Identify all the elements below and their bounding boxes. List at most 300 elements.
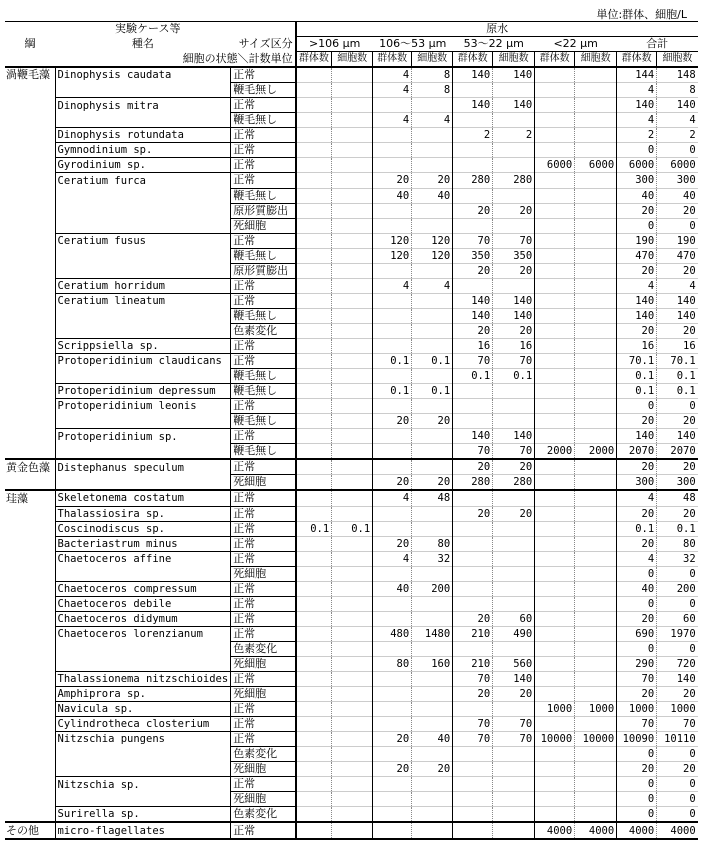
- colony-count-cell: [535, 717, 575, 732]
- class-cell: [5, 521, 55, 536]
- cell-count-cell: [575, 551, 617, 566]
- cell-count-cell: [412, 747, 453, 762]
- colony-count-cell: 70: [453, 717, 493, 732]
- cell-count-cell: 0: [657, 596, 698, 611]
- colony-count-cell: 0: [617, 399, 657, 414]
- cell-count-cell: [575, 687, 617, 702]
- colony-count-cell: [296, 444, 332, 460]
- species-cell: Scrippsiella sp.: [55, 338, 231, 353]
- class-cell: [5, 158, 55, 173]
- colony-count-cell: [373, 747, 412, 762]
- class-cell: 珪藻: [5, 490, 55, 506]
- species-cell: [55, 218, 231, 233]
- table-row: [5, 369, 698, 384]
- condition-cell: 鞭毛無し: [231, 308, 296, 323]
- colony-count-cell: [296, 747, 332, 762]
- condition-cell: 正常: [231, 158, 296, 173]
- cell-count-cell: [332, 308, 373, 323]
- colony-count-cell: [296, 113, 332, 128]
- colony-count-cell: [535, 293, 575, 308]
- condition-cell: 死細胞: [231, 762, 296, 777]
- cell-count-cell: [332, 263, 373, 278]
- table-row: [5, 399, 698, 414]
- colony-count-cell: [296, 626, 332, 641]
- species-cell: Chaetoceros didymum: [55, 611, 231, 626]
- colony-count-cell: [296, 762, 332, 777]
- cell-count-cell: 140: [493, 672, 535, 687]
- cell-count-cell: [332, 369, 373, 384]
- cell-count-cell: 2: [493, 128, 535, 143]
- class-cell: [5, 641, 55, 656]
- colony-count-cell: 290: [617, 656, 657, 671]
- cell-count-cell: [575, 278, 617, 293]
- colony-count-cell: [535, 459, 575, 475]
- condition-cell: 死細胞: [231, 656, 296, 671]
- cell-count-cell: 20: [412, 475, 453, 491]
- table-row: [5, 762, 698, 777]
- cell-count-cell: 20: [493, 506, 535, 521]
- cell-count-cell: [575, 263, 617, 278]
- colony-count-cell: 0: [617, 566, 657, 581]
- cell-count-cell: 0.1: [657, 521, 698, 536]
- colony-count-cell: [535, 414, 575, 429]
- cell-count-cell: [575, 566, 617, 581]
- colony-count-cell: [453, 414, 493, 429]
- colony-count-cell: [373, 459, 412, 475]
- colony-count-cell: [535, 399, 575, 414]
- cell-count-cell: [412, 672, 453, 687]
- condition-cell: 正常: [231, 596, 296, 611]
- colony-count-cell: 1000: [617, 702, 657, 717]
- condition-cell: 色素変化: [231, 641, 296, 656]
- class-cell: [5, 717, 55, 732]
- cell-count-cell: [493, 641, 535, 656]
- cell-count-cell: [332, 596, 373, 611]
- colony-count-cell: 20: [373, 475, 412, 491]
- cell-count-cell: 470: [657, 248, 698, 263]
- colony-count-cell: [373, 338, 412, 353]
- cell-count-cell: 140: [493, 293, 535, 308]
- table-row: [5, 551, 698, 566]
- class-cell: [5, 384, 55, 399]
- colony-count-cell: 4: [617, 278, 657, 293]
- table-row: [5, 717, 698, 732]
- size-total: 合計: [646, 37, 669, 51]
- cell-count-cell: [332, 459, 373, 475]
- table-row: [5, 293, 698, 308]
- colony-count-cell: [373, 717, 412, 732]
- colony-count-cell: [453, 188, 493, 203]
- cell-count-cell: [332, 203, 373, 218]
- class-cell: [5, 98, 55, 113]
- cell-count-cell: [575, 596, 617, 611]
- colony-count-cell: [296, 459, 332, 475]
- cell-count-cell: 140: [657, 293, 698, 308]
- table-row: [5, 429, 698, 444]
- colony-count-cell: [453, 777, 493, 792]
- condition-cell: 正常: [231, 278, 296, 293]
- cell-count-cell: 48: [412, 490, 453, 506]
- colony-count-cell: 0: [617, 777, 657, 792]
- class-cell: 黄金色藻: [5, 459, 55, 475]
- col-colonies-header: 群体数: [373, 52, 412, 68]
- cell-count-cell: 0: [657, 566, 698, 581]
- table-row: [5, 672, 698, 687]
- colony-count-cell: 20: [617, 611, 657, 626]
- colony-count-cell: 20: [617, 506, 657, 521]
- colony-count-cell: 70: [453, 444, 493, 460]
- cell-count-cell: 350: [493, 248, 535, 263]
- colony-count-cell: 40: [373, 581, 412, 596]
- colony-count-cell: 70: [453, 354, 493, 369]
- class-cell: 渦鞭毛藻: [5, 67, 55, 83]
- colony-count-cell: 6000: [617, 158, 657, 173]
- colony-count-cell: [296, 248, 332, 263]
- colony-count-cell: [535, 83, 575, 98]
- cell-count-cell: 120: [412, 248, 453, 263]
- colony-count-cell: 1000: [535, 702, 575, 717]
- cell-count-cell: [332, 429, 373, 444]
- colony-count-cell: [453, 807, 493, 823]
- class-cell: [5, 203, 55, 218]
- colony-count-cell: [296, 506, 332, 521]
- cell-count-cell: 20: [493, 323, 535, 338]
- cell-count-cell: 10110: [657, 732, 698, 747]
- col-colonies-header: 群体数: [296, 52, 332, 68]
- species-cell: Chaetoceros compressum: [55, 581, 231, 596]
- cell-count-cell: 300: [657, 173, 698, 188]
- species-cell: micro-flagellates: [55, 822, 231, 838]
- cell-count-cell: [412, 218, 453, 233]
- condition-cell: 正常: [231, 399, 296, 414]
- colony-count-cell: 20: [617, 459, 657, 475]
- cell-count-cell: [412, 792, 453, 807]
- cell-count-cell: [332, 581, 373, 596]
- species-cell: [55, 792, 231, 807]
- cell-count-cell: [575, 338, 617, 353]
- species-cell: Protoperidinium leonis: [55, 399, 231, 414]
- condition-cell: 鞭毛無し: [231, 248, 296, 263]
- colony-count-cell: [373, 702, 412, 717]
- cell-count-cell: 140: [657, 429, 698, 444]
- condition-cell: 正常: [231, 490, 296, 506]
- class-cell: [5, 83, 55, 98]
- colony-count-cell: 140: [617, 308, 657, 323]
- cell-count-cell: 300: [657, 475, 698, 491]
- cell-count-cell: [412, 98, 453, 113]
- cell-count-cell: 0.1: [412, 384, 453, 399]
- table-row: [5, 490, 698, 506]
- cell-count-cell: [332, 83, 373, 98]
- cell-count-cell: [332, 278, 373, 293]
- cell-count-cell: [332, 717, 373, 732]
- size-106-over: >106 μm: [296, 37, 373, 52]
- cell-count-cell: [575, 293, 617, 308]
- cell-count-cell: [412, 717, 453, 732]
- cell-count-cell: [412, 596, 453, 611]
- colony-count-cell: 0.1: [373, 354, 412, 369]
- colony-count-cell: [296, 641, 332, 656]
- class-cell: [5, 308, 55, 323]
- colony-count-cell: 190: [617, 233, 657, 248]
- condition-cell: 正常: [231, 611, 296, 626]
- class-cell: [5, 777, 55, 792]
- cell-count-cell: [332, 792, 373, 807]
- colony-count-cell: 4: [617, 490, 657, 506]
- cell-count-cell: 16: [493, 338, 535, 353]
- cell-count-cell: [575, 641, 617, 656]
- cell-count-cell: 20: [493, 263, 535, 278]
- condition-cell: 色素変化: [231, 807, 296, 823]
- class-cell: [5, 506, 55, 521]
- cell-count-cell: 20: [493, 687, 535, 702]
- class-cell: [5, 113, 55, 128]
- colony-count-cell: 0: [617, 792, 657, 807]
- cell-count-cell: [493, 762, 535, 777]
- cell-count-cell: 70: [493, 444, 535, 460]
- cell-count-cell: 60: [657, 611, 698, 626]
- colony-count-cell: 70: [453, 672, 493, 687]
- table-row: [5, 506, 698, 521]
- colony-count-cell: [453, 641, 493, 656]
- colony-count-cell: 20: [453, 459, 493, 475]
- table-row: [5, 384, 698, 399]
- colony-count-cell: [535, 536, 575, 551]
- cell-count-cell: [332, 444, 373, 460]
- colony-count-cell: [535, 248, 575, 263]
- cell-count-cell: [575, 506, 617, 521]
- colony-count-cell: 120: [373, 248, 412, 263]
- colony-count-cell: 4000: [535, 822, 575, 838]
- colony-count-cell: 140: [617, 429, 657, 444]
- colony-count-cell: 4: [373, 67, 412, 83]
- colony-count-cell: [373, 429, 412, 444]
- cell-count-cell: 70: [493, 732, 535, 747]
- condition-cell: 死細胞: [231, 218, 296, 233]
- table-row: [5, 218, 698, 233]
- colony-count-cell: 4: [617, 113, 657, 128]
- cell-count-cell: [332, 128, 373, 143]
- cell-count-cell: 1480: [412, 626, 453, 641]
- condition-label: 細胞の状態＼計数単位: [182, 51, 293, 65]
- cell-count-cell: 20: [657, 687, 698, 702]
- species-cell: Dinophysis caudata: [55, 67, 231, 83]
- colony-count-cell: [453, 822, 493, 838]
- species-cell: Navicula sp.: [55, 702, 231, 717]
- condition-cell: 色素変化: [231, 323, 296, 338]
- condition-cell: 正常: [231, 459, 296, 475]
- colony-count-cell: 20: [373, 762, 412, 777]
- colony-count-cell: 4: [373, 113, 412, 128]
- class-cell: [5, 278, 55, 293]
- cell-count-cell: 20: [657, 506, 698, 521]
- cell-count-cell: [412, 687, 453, 702]
- cell-count-cell: 560: [493, 656, 535, 671]
- colony-count-cell: [535, 278, 575, 293]
- colony-count-cell: 210: [453, 656, 493, 671]
- cell-count-cell: [575, 218, 617, 233]
- colony-count-cell: [535, 203, 575, 218]
- colony-count-cell: 0: [617, 747, 657, 762]
- cell-count-cell: 40: [412, 732, 453, 747]
- species-cell: [55, 641, 231, 656]
- colony-count-cell: [296, 792, 332, 807]
- colony-count-cell: 4: [617, 551, 657, 566]
- colony-count-cell: 20: [617, 762, 657, 777]
- colony-count-cell: 20: [617, 414, 657, 429]
- col-colonies-header: 群体数: [617, 52, 657, 68]
- colony-count-cell: [296, 596, 332, 611]
- colony-count-cell: [296, 83, 332, 98]
- species-cell: Surirella sp.: [55, 807, 231, 823]
- cell-count-cell: [493, 566, 535, 581]
- cell-count-cell: [412, 521, 453, 536]
- colony-count-cell: [373, 611, 412, 626]
- table-row: [5, 536, 698, 551]
- cell-count-cell: [412, 702, 453, 717]
- cell-count-cell: [575, 475, 617, 491]
- condition-cell: 鞭毛無し: [231, 188, 296, 203]
- cell-count-cell: 0.1: [412, 354, 453, 369]
- condition-cell: 鞭毛無し: [231, 414, 296, 429]
- cell-count-cell: [493, 384, 535, 399]
- colony-count-cell: [535, 687, 575, 702]
- cell-count-cell: [493, 596, 535, 611]
- colony-count-cell: 0.1: [617, 521, 657, 536]
- colony-count-cell: [535, 807, 575, 823]
- cell-count-cell: 20: [657, 762, 698, 777]
- cell-count-cell: [332, 67, 373, 83]
- colony-count-cell: 20: [373, 536, 412, 551]
- colony-count-cell: [453, 566, 493, 581]
- condition-cell: 正常: [231, 293, 296, 308]
- cell-count-cell: 190: [657, 233, 698, 248]
- species-cell: Ceratium furca: [55, 173, 231, 188]
- table-row: [5, 338, 698, 353]
- cell-count-cell: 140: [493, 429, 535, 444]
- cell-count-cell: [332, 188, 373, 203]
- colony-count-cell: [296, 672, 332, 687]
- colony-count-cell: [535, 429, 575, 444]
- table-row: [5, 308, 698, 323]
- cell-count-cell: [412, 822, 453, 838]
- class-cell: [5, 233, 55, 248]
- species-cell: [55, 188, 231, 203]
- cell-count-cell: [332, 490, 373, 506]
- table-row: [5, 687, 698, 702]
- colony-count-cell: 140: [453, 293, 493, 308]
- col-cells-header: 細胞数: [412, 52, 453, 68]
- cell-count-cell: 140: [657, 308, 698, 323]
- cell-count-cell: 140: [493, 308, 535, 323]
- colony-count-cell: 70.1: [617, 354, 657, 369]
- species-cell: [55, 113, 231, 128]
- colony-count-cell: [296, 203, 332, 218]
- colony-count-cell: 20: [373, 414, 412, 429]
- case-label: 実験ケース等: [115, 22, 181, 36]
- colony-count-cell: [373, 293, 412, 308]
- cell-count-cell: [412, 807, 453, 823]
- cell-count-cell: [575, 113, 617, 128]
- cell-count-cell: 20: [493, 203, 535, 218]
- cell-count-cell: 2070: [657, 444, 698, 460]
- cell-count-cell: [493, 113, 535, 128]
- table-row: [5, 323, 698, 338]
- cell-count-cell: 20: [657, 459, 698, 475]
- colony-count-cell: [535, 263, 575, 278]
- cell-count-cell: [575, 384, 617, 399]
- colony-count-cell: [535, 354, 575, 369]
- cell-count-cell: 720: [657, 656, 698, 671]
- col-colonies-header: 群体数: [453, 52, 493, 68]
- cell-count-cell: [493, 807, 535, 823]
- colony-count-cell: [296, 807, 332, 823]
- colony-count-cell: [373, 218, 412, 233]
- cell-count-cell: 20: [412, 414, 453, 429]
- colony-count-cell: 300: [617, 173, 657, 188]
- cell-count-cell: [493, 188, 535, 203]
- species-cell: Skeletonema costatum: [55, 490, 231, 506]
- table-row: [5, 173, 698, 188]
- colony-count-cell: 0.1: [296, 521, 332, 536]
- cell-count-cell: [332, 656, 373, 671]
- cell-count-cell: 10000: [575, 732, 617, 747]
- table-row: [5, 83, 698, 98]
- table-row: [5, 113, 698, 128]
- colony-count-cell: [535, 173, 575, 188]
- colony-count-cell: [296, 717, 332, 732]
- cell-count-cell: [332, 158, 373, 173]
- colony-count-cell: [296, 777, 332, 792]
- condition-cell: 正常: [231, 581, 296, 596]
- colony-count-cell: 4: [373, 490, 412, 506]
- cell-count-cell: [332, 354, 373, 369]
- colony-count-cell: [373, 399, 412, 414]
- cell-count-cell: 40: [657, 188, 698, 203]
- cell-count-cell: [332, 536, 373, 551]
- cell-count-cell: [575, 672, 617, 687]
- colony-count-cell: 20: [617, 687, 657, 702]
- table-row: [5, 128, 698, 143]
- species-cell: Chaetoceros affine: [55, 551, 231, 566]
- table-row: [5, 807, 698, 823]
- species-cell: [55, 747, 231, 762]
- table-row: [5, 702, 698, 717]
- colony-count-cell: [373, 822, 412, 838]
- colony-count-cell: [373, 641, 412, 656]
- colony-count-cell: [373, 444, 412, 460]
- colony-count-cell: 280: [453, 475, 493, 491]
- species-cell: Thalassionema nitzschioides: [55, 672, 231, 687]
- colony-count-cell: 16: [617, 338, 657, 353]
- table-row: [5, 626, 698, 641]
- colony-count-cell: [296, 475, 332, 491]
- class-cell: [5, 702, 55, 717]
- cell-count-cell: 140: [657, 98, 698, 113]
- cell-count-cell: [575, 490, 617, 506]
- cell-count-cell: 0: [657, 641, 698, 656]
- colony-count-cell: [296, 490, 332, 506]
- cell-count-cell: [412, 429, 453, 444]
- cell-count-cell: [332, 414, 373, 429]
- condition-cell: 原形質膨出: [231, 263, 296, 278]
- condition-cell: 正常: [231, 233, 296, 248]
- colony-count-cell: 350: [453, 248, 493, 263]
- colony-count-cell: [453, 113, 493, 128]
- cell-count-cell: [575, 762, 617, 777]
- cell-count-cell: [332, 807, 373, 823]
- cell-count-cell: [493, 581, 535, 596]
